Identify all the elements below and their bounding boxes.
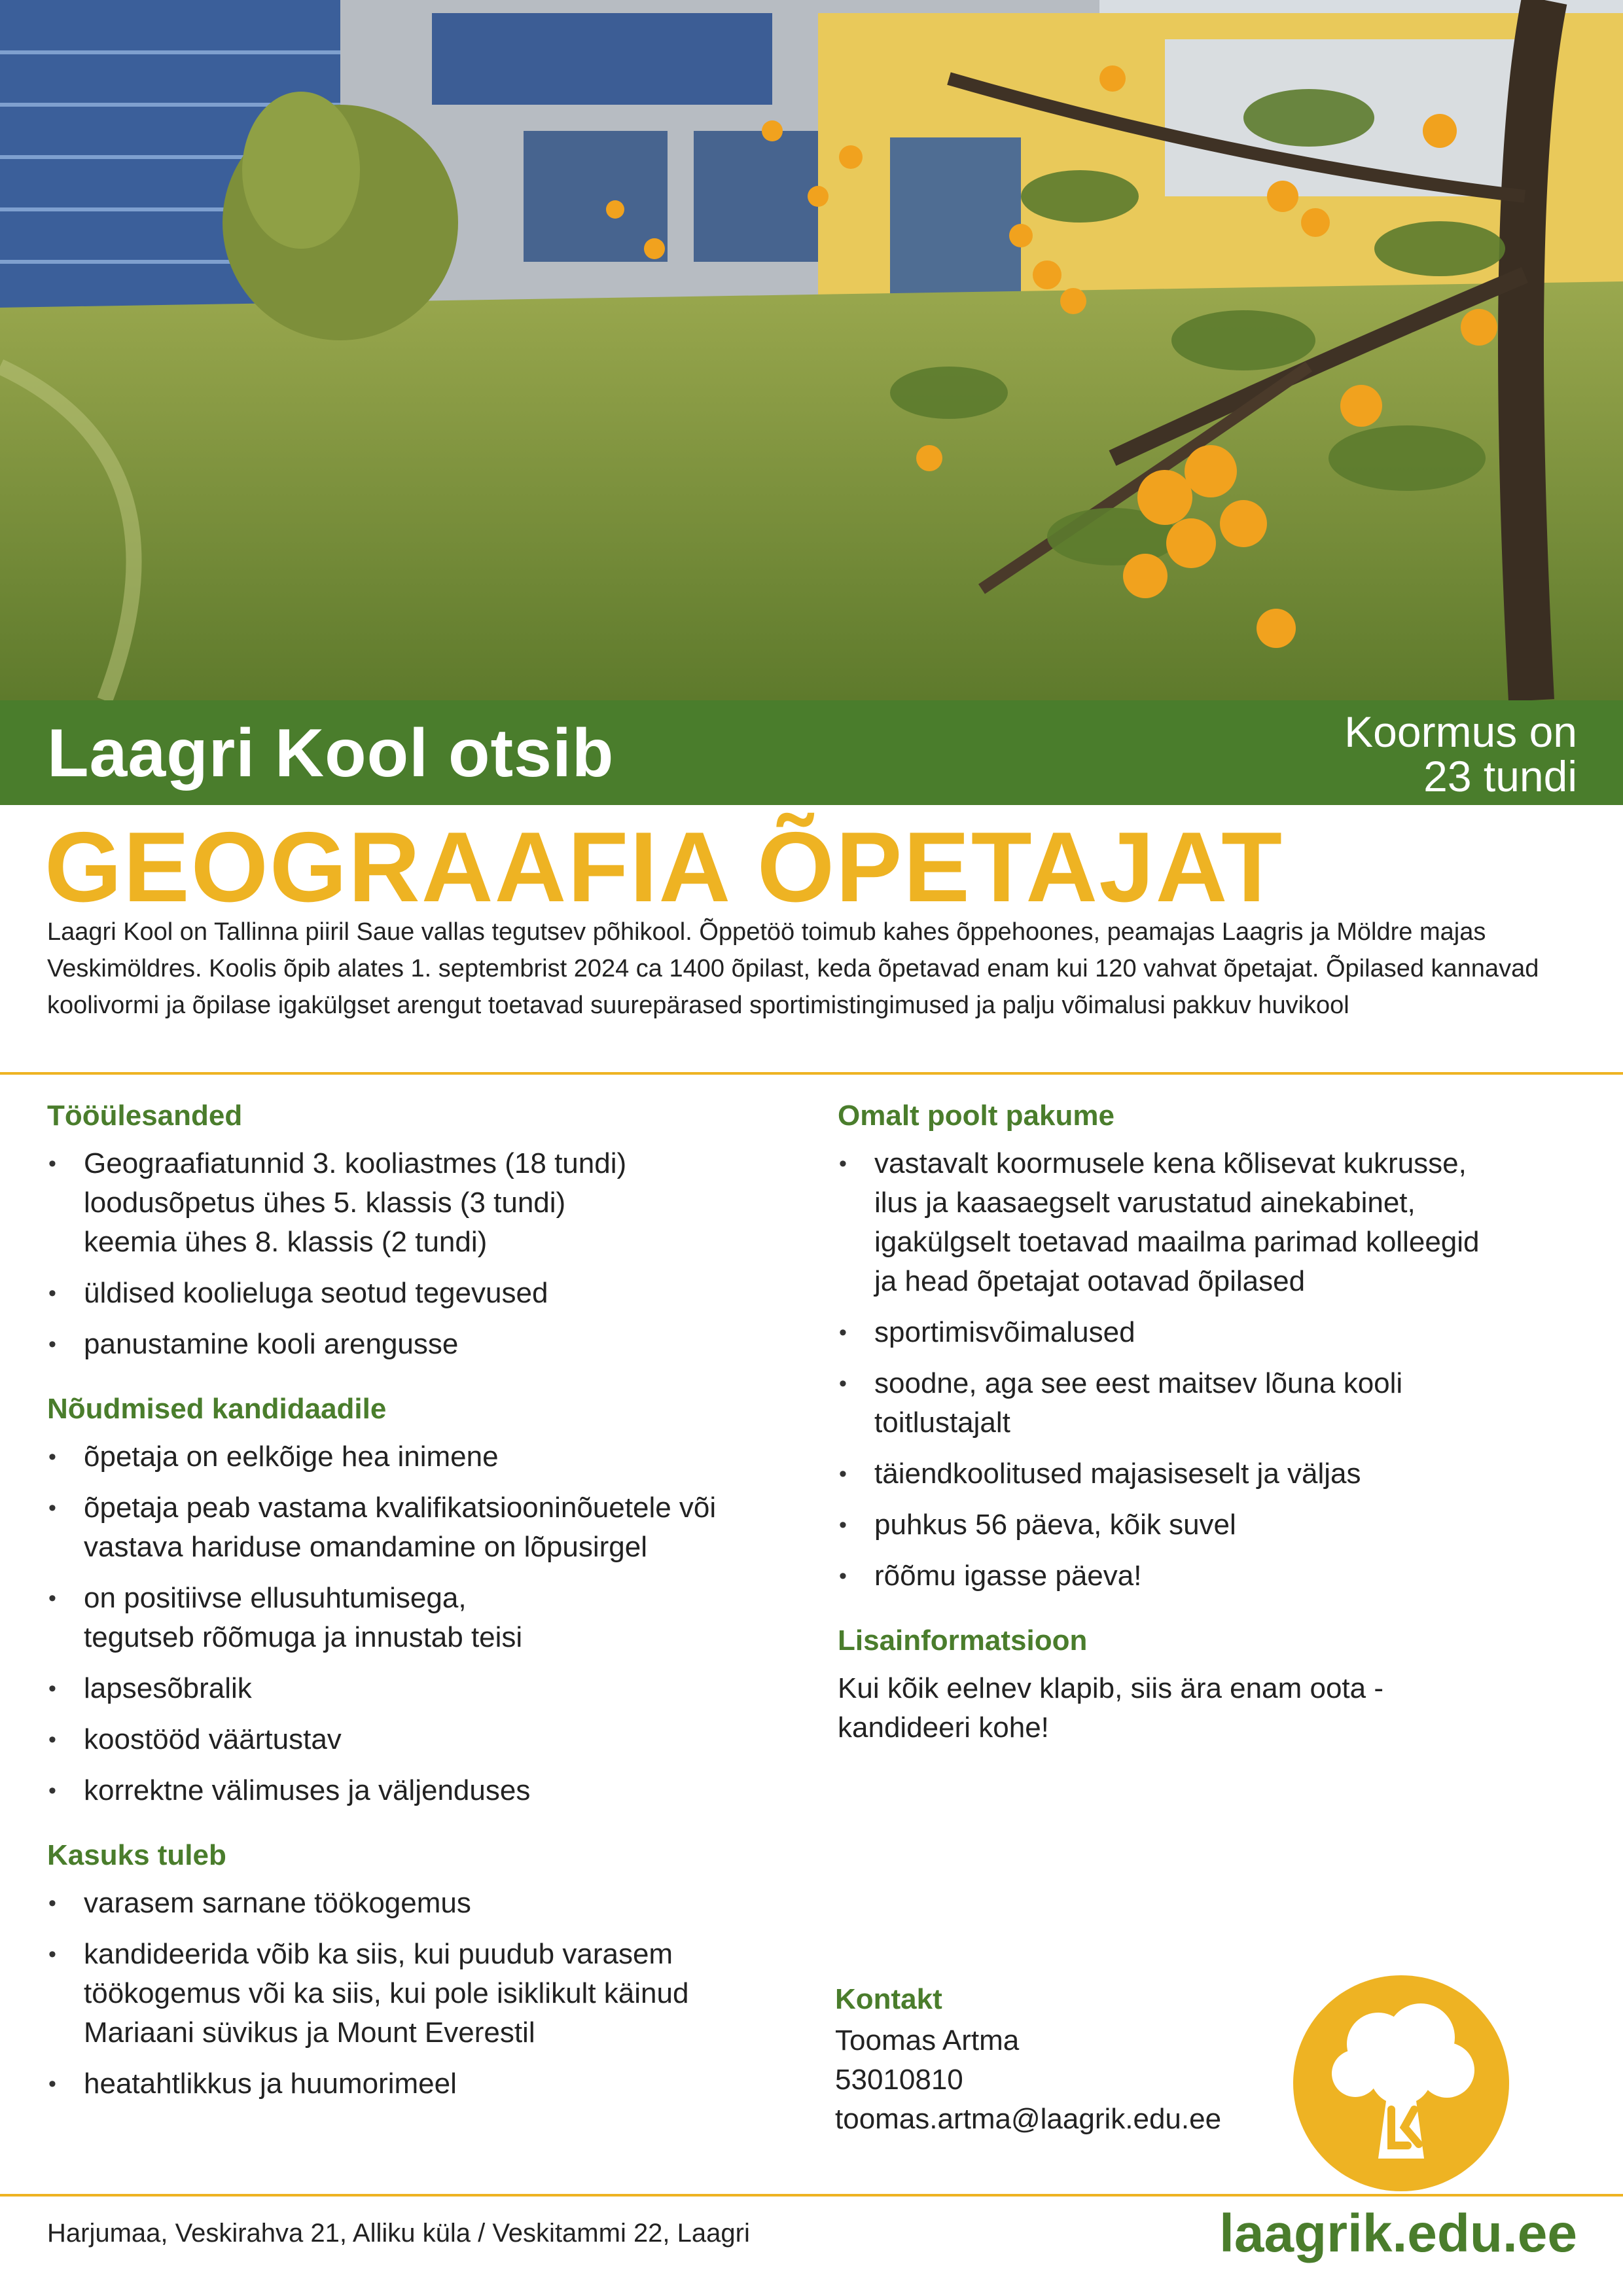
- list-item: [47, 1144, 832, 1262]
- divider-bottom: [0, 2194, 1623, 2197]
- left-column: [47, 1100, 832, 2132]
- contact-name: Toomas Artma: [835, 2024, 1020, 2056]
- list-item-line: • varasem sarnane töökogemus: [84, 1887, 471, 1919]
- section-title: Kasuks tuleb: [47, 1839, 226, 1871]
- contact-email[interactable]: toomas.artma@laagrik.edu.ee: [835, 2103, 1222, 2135]
- list-item-line: • lapsesõbralik: [84, 1672, 252, 1704]
- list-item: [47, 1579, 832, 1657]
- list-item-line: • õpetaja peab vastama kvalifikatsiooninõuetele või: [84, 1492, 717, 1524]
- laagri-kool-logo-icon: [1293, 1975, 1509, 2191]
- list-item: [838, 1364, 1577, 1443]
- requirement-list: [47, 1437, 832, 1810]
- contact-title: Kontakt: [835, 1983, 942, 2015]
- list-item: [47, 1935, 832, 2053]
- list-item-line: • õpetaja on eelkõige hea inimene: [84, 1441, 499, 1473]
- job-headline: GEOGRAAFIA ÕPETAJAT: [45, 812, 1284, 923]
- title-band: [0, 700, 1623, 805]
- list-item-line: ja head õpetajat ootavad õpilased: [874, 1265, 1306, 1297]
- section-offer: [838, 1100, 1577, 1596]
- contact-block: [835, 1983, 1293, 2139]
- list-item: [838, 1505, 1577, 1545]
- list-item-line: igakülgselt toetavad maailma parimad kolleegid: [874, 1226, 1480, 1258]
- list-item-line: loodusõpetus ühes 5. klassis (3 tundi): [84, 1187, 566, 1219]
- list-item-line: • sportimisvõimalused: [874, 1316, 1135, 1348]
- list-item-line: • heatahtlikkus ja huumorimeel: [84, 2068, 457, 2100]
- hero-photo: [0, 0, 1623, 700]
- list-item-line: • Geograafiatunnid 3. kooliastmes (18 tundi): [84, 1147, 627, 1179]
- section-title: Lisainformatsioon: [838, 1624, 1088, 1657]
- section-tasks: [47, 1100, 832, 1364]
- list-item: [47, 1488, 832, 1567]
- right-column: [838, 1100, 1577, 1776]
- divider-top: [0, 1072, 1623, 1075]
- list-item-line: • soodne, aga see eest maitsev lõuna kooli: [874, 1367, 1403, 1399]
- list-item-line: • panustamine kooli arengusse: [84, 1328, 459, 1360]
- list-item: [47, 1669, 832, 1708]
- list-item: [47, 1325, 832, 1364]
- list-item-line: • täiendkoolitused majasiseselt ja väljas: [874, 1458, 1361, 1490]
- list-item: [838, 1313, 1577, 1352]
- list-item-line: • üldised koolieluga seotud tegevused: [84, 1277, 548, 1309]
- list-item-line: • rõõmu igasse päeva!: [874, 1560, 1142, 1592]
- list-item: [47, 1771, 832, 1810]
- list-item-line: toitlustajalt: [874, 1407, 1010, 1439]
- section-requirements: [47, 1393, 832, 1810]
- list-item-line: • korrektne välimuses ja väljenduses: [84, 1774, 531, 1806]
- workload-line-1: Koormus on: [1344, 708, 1577, 756]
- workload-line-2: 23 tundi: [1423, 752, 1577, 800]
- list-item-line: • puhkus 56 päeva, kõik suvel: [874, 1509, 1236, 1541]
- section-extra: [838, 1624, 1577, 1748]
- section-bonus: [47, 1839, 832, 2104]
- section-title: Tööülesanded: [47, 1100, 243, 1132]
- list-item-line: keemia ühes 8. klassis (2 tundi): [84, 1226, 488, 1258]
- list-item: [47, 1437, 832, 1477]
- list-item-line: vastava hariduse omandamine on lõpusirgel: [84, 1531, 647, 1563]
- offer-list: [838, 1144, 1577, 1596]
- list-item: [47, 1884, 832, 1923]
- list-item: [47, 1720, 832, 1759]
- list-item: [47, 2064, 832, 2104]
- list-item-line: • kandideerida võib ka siis, kui puudub varasem: [84, 1938, 673, 1970]
- list-item: [47, 1274, 832, 1313]
- band-title: Laagri Kool otsib: [47, 715, 615, 791]
- list-item-line: • vastavalt koormusele kena kõlisevat kukrusse,: [874, 1147, 1467, 1179]
- list-item: [838, 1144, 1577, 1301]
- list-item-line: • koostööd väärtustav: [84, 1723, 342, 1755]
- list-item-line: • on positiivse ellusuhtumisega,: [84, 1582, 467, 1614]
- task-list: [47, 1144, 832, 1364]
- list-item-line: tegutseb rõõmuga ja innustab teisi: [84, 1621, 523, 1653]
- footer-address: Harjumaa, Veskirahva 21, Alliku küla / Veskitammi 22, Laagri: [47, 2219, 750, 2248]
- list-item: [838, 1556, 1577, 1596]
- list-item: [838, 1454, 1577, 1494]
- list-item-line: Mariaani süvikus ja Mount Everestil: [84, 2017, 535, 2049]
- extra-text: [838, 1669, 1577, 1748]
- contact-phone[interactable]: 53010810: [835, 2064, 963, 2096]
- section-title: Nõudmised kandidaadile: [47, 1393, 387, 1425]
- list-item-line: töökogemus või ka siis, kui pole isiklikult käinud: [84, 1977, 689, 2009]
- bonus-list: [47, 1884, 832, 2104]
- list-item-line: ilus ja kaasaegselt varustatud ainekabinet,: [874, 1187, 1416, 1219]
- intro-paragraph: Laagri Kool on Tallinna piiril Saue vallas tegutsev põhikool. Õppetöö toimub kahes õppehoones, peamajas Laagris ja Möldre majas Veskimöldres. Koolis õpib alates 1. septembrist 2024 ca 1400 õpilast, keda õpetavad enam kui 120 vahvat õpetajat. Õpilased kannavad koolivormi ja õpilase igakülgset arengut toetavad suurepärased sportimistingimused ja palju võimalusi pakkuv huvikool: [47, 918, 1539, 1019]
- section-title: Omalt poolt pakume: [838, 1100, 1115, 1132]
- extra-line-1: Kui kõik eelnev klapib, siis ära enam oota -: [838, 1672, 1383, 1704]
- website-link[interactable]: laagrik.edu.ee: [1219, 2204, 1577, 2263]
- workload-note: [1344, 709, 1577, 798]
- extra-line-2: kandideeri kohe!: [838, 1712, 1049, 1744]
